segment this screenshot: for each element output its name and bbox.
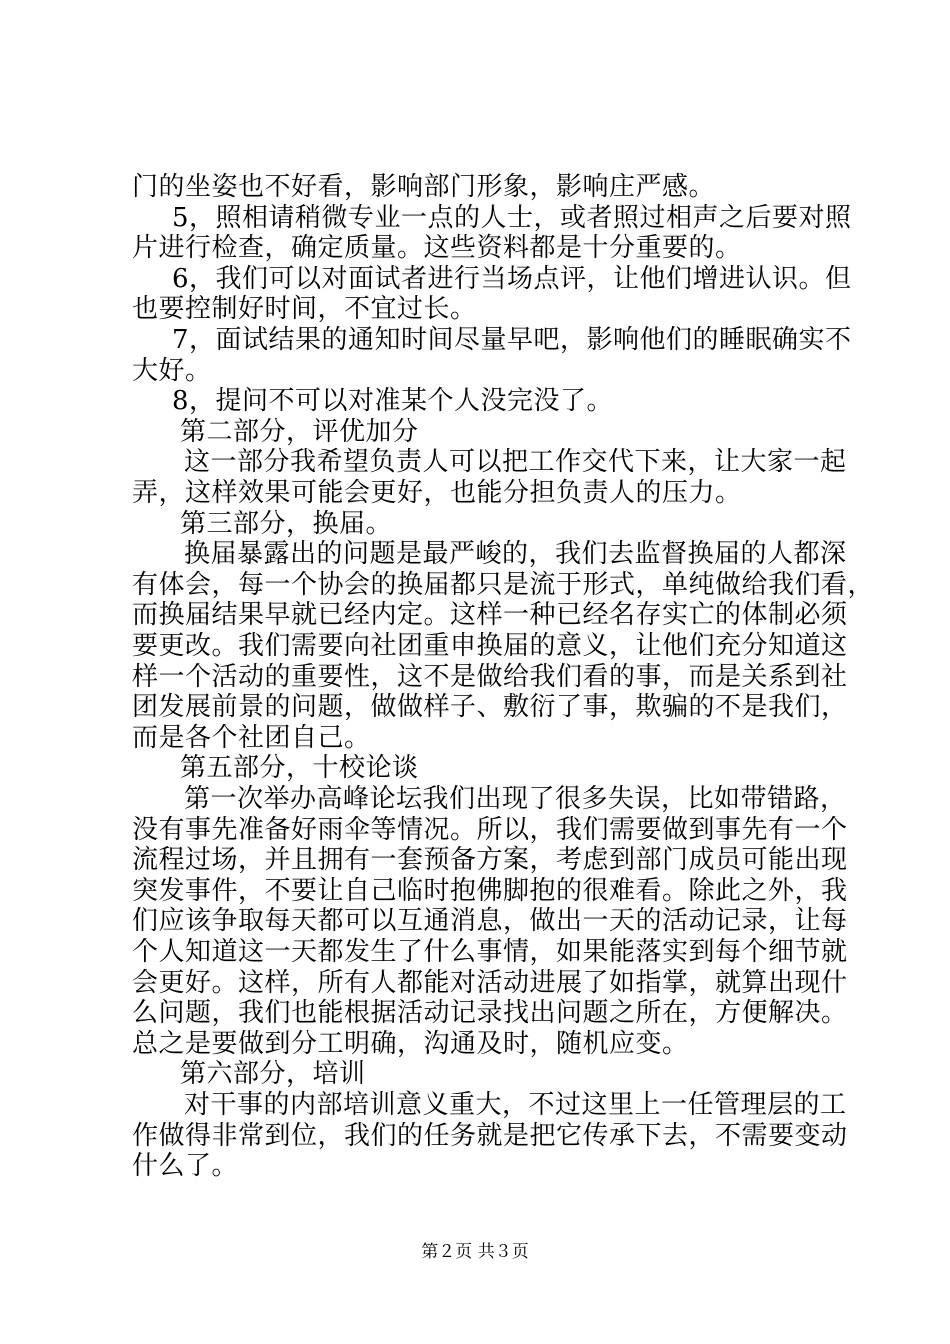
section-heading: 第二部分，评优加分: [180, 416, 419, 447]
section-heading: 第三部分，换届。: [180, 508, 393, 539]
text-line: 片进行检查，确定质量。这些资料都是十分重要的。: [132, 233, 742, 264]
text-line: 作做得非常到位，我们的任务就是把它传承下去，不需要变动: [132, 1120, 848, 1151]
text-line: 们应该争取每天都可以互通消息，做出一天的活动记录，让每: [132, 906, 848, 937]
text-line: 样一个活动的重要性，这不是做给我们看的事，而是关系到社: [132, 661, 848, 692]
section-heading: 第五部分，十校论谈: [180, 753, 419, 784]
text-line: 什么了。: [132, 1151, 239, 1182]
text-line: 而是各个社团自己。: [132, 722, 371, 753]
text-line: 没有事先准备好雨伞等情况。所以，我们需要做到事先有一个: [132, 814, 848, 845]
text-line: 对干事的内部培训意义重大，不过这里上一任管理层的工: [184, 1090, 847, 1120]
text-line: 换届暴露出的问题是最严峻的，我们去监督换届的人都深: [184, 539, 847, 570]
text-line: 么问题，我们也能根据活动记录找出问题之所在，方便解决。: [132, 998, 848, 1029]
text-line: 也要控制好时间，不宜过长。: [132, 294, 477, 325]
text-line: 有体会，每一个协会的换届都只是流于形式，单纯做给我们看，: [132, 569, 875, 600]
text-line: 第一次举办高峰论坛我们出现了很多失误，比如带错路，: [184, 784, 847, 814]
text-line: 这一部分我希望负责人可以把工作交代下来，让大家一起: [184, 447, 847, 478]
page-number-footer: 第２页 共３页: [421, 1242, 529, 1262]
text-line: 突发事件，不要让自己临时抱佛脚抱的很难看。除此之外，我: [132, 875, 848, 906]
text-line: 团发展前景的问题，做做样子、敷衍了事，欺骗的不是我们，: [132, 692, 848, 723]
text-line: 流程过场，并且拥有一套预备方案，考虑到部门成员可能出现: [132, 845, 848, 876]
text-line: 5，照相请稍微专业一点的人士，或者照过相声之后要对照: [172, 202, 852, 233]
text-line: 弄，这样效果可能会更好，也能分担负责人的压力。: [132, 478, 742, 508]
text-line: 8，提问不可以对准某个人没完没了。: [172, 386, 614, 417]
text-line: 总之是要做到分工明确，沟通及时，随机应变。: [132, 1028, 689, 1059]
text-line: 要更改。我们需要向社团重申换届的意义，让他们充分知道这: [132, 631, 848, 661]
text-line: 大好。: [132, 355, 212, 386]
section-heading: 第六部分，培训: [180, 1059, 366, 1090]
text-line: 个人知道这一天都发生了什么事情，如果能落实到每个细节就: [132, 937, 848, 967]
text-line: 7，面试结果的通知时间尽量早吧，影响他们的睡眠确实不: [172, 325, 852, 355]
text-line: 6，我们可以对面试者进行当场点评，让他们增进认识。但: [172, 263, 852, 294]
text-line: 而换届结果早就已经内定。这样一种已经名存实亡的体制必须: [132, 600, 848, 631]
text-line: 门的坐姿也不好看，影响部门形象，影响庄严感。: [132, 172, 716, 202]
text-line: 会更好。这样，所有人都能对活动进展了如指掌，就算出现什: [132, 967, 848, 998]
